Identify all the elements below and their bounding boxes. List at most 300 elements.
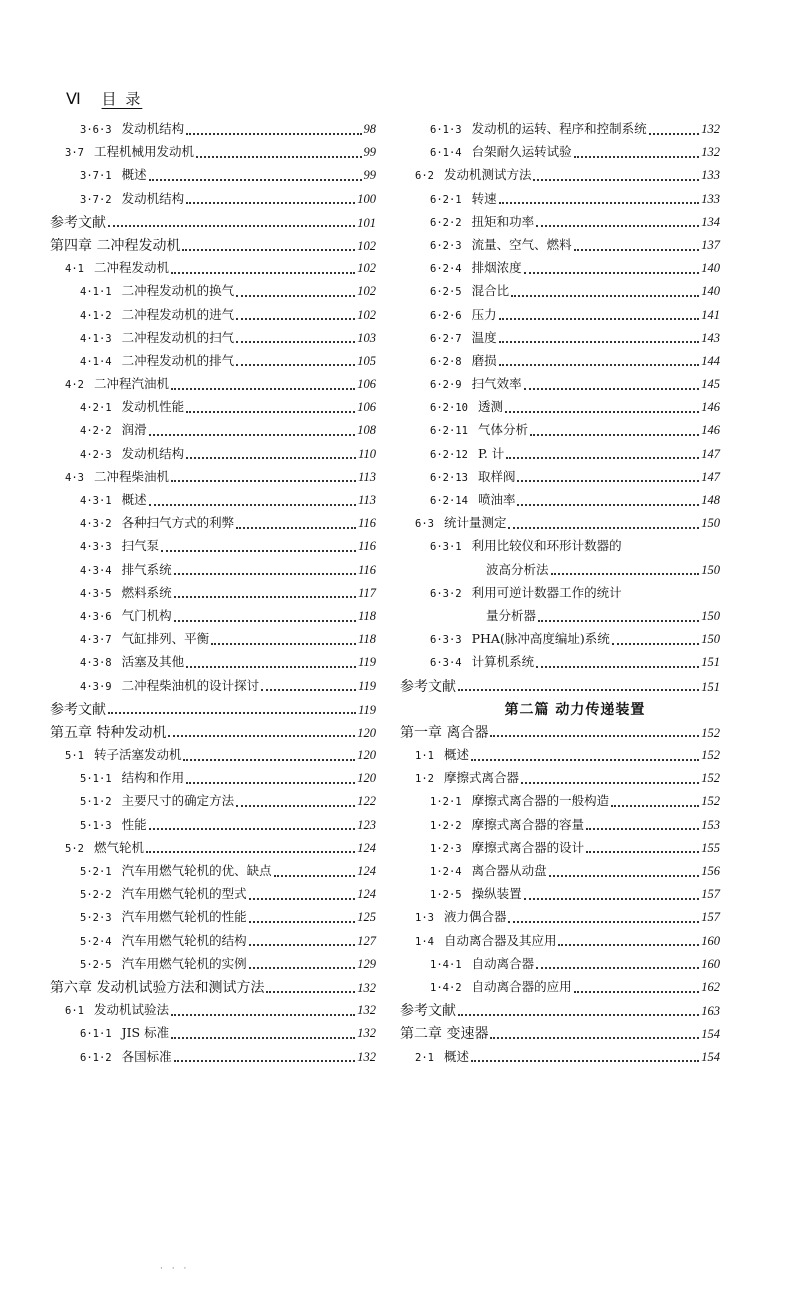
page-ref: 120 <box>357 748 376 763</box>
page-ref: 118 <box>358 632 376 647</box>
toc-entry[interactable] <box>50 583 376 606</box>
section-number: 5·2·5 <box>80 958 112 971</box>
entry-title: 活塞及其他 <box>121 654 185 670</box>
dot-leader <box>458 689 699 691</box>
toc-entry[interactable] <box>400 745 720 768</box>
entry-title: 主要尺寸的确定方法 <box>121 793 235 809</box>
toc-entry[interactable] <box>50 722 376 745</box>
dot-leader <box>186 202 355 204</box>
page-ref: 154 <box>701 1027 720 1042</box>
entry-title: 转速 <box>471 190 497 206</box>
section-number: 6·2·12 <box>430 448 468 461</box>
section-number: 4·2·3 <box>80 448 112 461</box>
section-number: 4·3·5 <box>80 587 112 600</box>
entry-title: 离合器从动盘 <box>471 863 547 878</box>
entry-title: 排气系统 <box>121 561 172 577</box>
page-ref: 152 <box>701 794 720 809</box>
entry-title: 喷油率 <box>477 492 516 507</box>
toc-entry[interactable] <box>50 699 376 722</box>
page-ref: 145 <box>701 377 720 392</box>
toc-entry[interactable] <box>50 884 376 907</box>
toc-entry[interactable] <box>400 374 720 397</box>
section-number: 4·1·1 <box>80 286 112 299</box>
toc-entry[interactable] <box>400 884 720 907</box>
toc-entry[interactable] <box>50 676 376 699</box>
dot-leader <box>471 759 699 761</box>
toc-entry[interactable] <box>400 165 720 188</box>
toc-entry[interactable] <box>400 281 720 304</box>
section-number: 6·2·10 <box>430 402 468 415</box>
dot-leader <box>149 828 356 830</box>
section-number: 1·2 <box>415 773 434 786</box>
section-number: 1·2·3 <box>430 842 462 855</box>
entry-title: 参考文献 <box>400 1003 456 1020</box>
page-ref: 102 <box>357 238 376 253</box>
page-ref: 151 <box>701 655 720 670</box>
toc-entry[interactable] <box>400 629 720 652</box>
dot-leader <box>505 411 699 413</box>
page-ref: 124 <box>357 887 376 902</box>
section-number: 4·3 <box>65 471 84 484</box>
dot-leader <box>108 712 356 714</box>
entry-title: 温度 <box>471 329 497 345</box>
toc-entry[interactable] <box>50 652 376 675</box>
entry-title: 排烟浓度 <box>471 260 522 276</box>
dot-leader <box>511 295 699 297</box>
dot-leader <box>186 133 361 135</box>
section-number: 3·6·3 <box>80 124 112 136</box>
entry-title: 汽车用燃气轮机的优、缺点 <box>121 863 272 878</box>
entry-title: 第四章 二冲程发动机 <box>50 237 181 254</box>
toc-entry[interactable] <box>400 420 720 443</box>
page-ref: 98 <box>363 122 376 136</box>
entry-title: 气体分析 <box>477 422 528 438</box>
toc-entry[interactable] <box>400 351 720 374</box>
entry-title: 发动机试验法 <box>93 1002 169 1018</box>
entry-title: 自动离合器及其应用 <box>443 932 557 948</box>
entry-title: 汽车用燃气轮机的实例 <box>121 955 247 971</box>
entry-title: 转子活塞发动机 <box>93 747 182 763</box>
page-ref: 155 <box>701 840 720 855</box>
page-ref: 137 <box>701 237 720 252</box>
entry-title: 量分析器 <box>486 607 537 623</box>
toc-entry[interactable] <box>400 861 720 884</box>
dot-leader <box>490 1037 699 1039</box>
section-number: 4·3·9 <box>80 680 112 693</box>
section-number: 5·1 <box>65 750 84 763</box>
entry-title: 第五章 特种发动机 <box>50 724 167 741</box>
section-number: 1·1 <box>415 750 434 763</box>
toc-entry[interactable] <box>50 815 376 838</box>
dot-leader <box>533 179 699 181</box>
section-number: 1·2·5 <box>430 889 462 902</box>
entry-title: 汽车用燃气轮机的型式 <box>121 886 247 902</box>
entry-title: 液力偶合器 <box>443 909 507 925</box>
dot-leader <box>211 643 356 645</box>
page-ref: 103 <box>357 330 376 345</box>
page-ref: 102 <box>357 307 376 322</box>
entry-title: 扫气泵 <box>121 538 160 554</box>
entry-title: 参考文献 <box>50 701 106 718</box>
part-heading: 第二篇 动力传递装置 <box>504 701 646 718</box>
dot-leader <box>171 480 356 482</box>
toc-entry[interactable] <box>400 490 720 513</box>
entry-title: 台架耐久运转试验 <box>471 144 572 160</box>
entry-title: 发动机测试方法 <box>443 167 532 183</box>
section-number: 6·3·4 <box>430 657 462 670</box>
page-ref: 133 <box>701 168 720 183</box>
toc-entry[interactable] <box>50 165 376 188</box>
toc-entry[interactable] <box>50 305 376 328</box>
section-number: 6·2·9 <box>430 379 462 392</box>
entry-title: 燃气轮机 <box>93 839 144 855</box>
toc-entry[interactable] <box>50 212 376 235</box>
section-number: 4·2·1 <box>80 402 112 415</box>
dot-leader <box>236 364 355 366</box>
entry-title: 摩擦式离合器的设计 <box>471 839 585 855</box>
toc-entry[interactable] <box>50 189 376 212</box>
toc-entry[interactable] <box>400 513 720 536</box>
toc-entry[interactable] <box>50 629 376 652</box>
toc-entry[interactable] <box>400 258 720 281</box>
entry-title: 磨损 <box>471 352 497 368</box>
dot-leader <box>530 434 699 436</box>
page-ref: 153 <box>701 817 720 832</box>
page-ref: 119 <box>358 655 376 670</box>
section-number: 6·3·3 <box>430 634 462 647</box>
dot-leader <box>274 875 356 877</box>
section-number: 5·2 <box>65 842 84 855</box>
dot-leader <box>612 643 700 645</box>
page-ref: 162 <box>701 979 720 994</box>
entry-title: 摩擦式离合器 <box>443 770 519 786</box>
dot-leader <box>171 1014 355 1016</box>
section-number: 6·1·3 <box>430 124 462 136</box>
section-number: 5·1·3 <box>80 819 112 832</box>
toc-entry[interactable] <box>400 907 720 930</box>
entry-title: 参考文献 <box>50 214 106 231</box>
dot-leader <box>186 782 355 784</box>
page-ref: 106 <box>357 400 376 415</box>
entry-title: 概述 <box>443 747 469 763</box>
entry-title: 摩擦式离合器的一般构造 <box>471 793 610 809</box>
page-ref: 132 <box>701 145 720 160</box>
section-number: 6·2·14 <box>430 495 468 507</box>
toc-entry[interactable] <box>50 954 376 977</box>
page-ref: 106 <box>357 377 376 392</box>
entry-title: 利用比较仪和环形计数器的 <box>471 538 622 554</box>
section-number: 5·1·2 <box>80 796 112 809</box>
toc-entry[interactable] <box>50 907 376 930</box>
dot-leader <box>108 225 355 227</box>
page-ref: 113 <box>358 493 376 507</box>
section-number: 1·2·1 <box>430 796 462 809</box>
toc-entry[interactable] <box>400 583 720 606</box>
entry-title: 概述 <box>121 492 147 507</box>
page-ref: 100 <box>357 191 376 206</box>
section-number: 4·3·7 <box>80 634 112 647</box>
toc-entry[interactable] <box>400 560 720 583</box>
toc-entry[interactable] <box>50 1047 376 1070</box>
toc-entry[interactable] <box>400 954 720 977</box>
page-ref: 129 <box>357 956 376 971</box>
toc-entry[interactable] <box>400 722 720 745</box>
toc-entry[interactable] <box>400 931 720 954</box>
toc-entry[interactable] <box>50 861 376 884</box>
toc-entry[interactable] <box>400 119 720 142</box>
section-number: 5·2·3 <box>80 912 112 925</box>
page-header <box>66 88 142 109</box>
toc-entry[interactable] <box>50 1023 376 1046</box>
dot-leader <box>549 875 700 877</box>
toc-entry[interactable] <box>400 397 720 420</box>
dot-leader <box>508 527 699 529</box>
entry-title: 汽车用燃气轮机的性能 <box>121 909 247 925</box>
toc-entry[interactable] <box>50 351 376 374</box>
toc-entry[interactable] <box>400 1000 720 1023</box>
toc-entry[interactable] <box>50 374 376 397</box>
page-ref: 143 <box>701 330 720 345</box>
toc-entry[interactable] <box>400 328 720 351</box>
toc-entry[interactable] <box>400 768 720 791</box>
page-ref: 150 <box>701 608 720 623</box>
section-number: 5·2·1 <box>80 866 112 878</box>
page-ref: 110 <box>358 446 376 461</box>
section-number: 1·2·2 <box>430 819 462 832</box>
page-ref: 120 <box>357 725 376 740</box>
page-ref: 132 <box>701 122 720 136</box>
page-ref: 132 <box>357 1049 376 1064</box>
dot-leader <box>196 156 362 158</box>
page-ref: 157 <box>701 887 720 902</box>
dot-leader <box>161 550 356 552</box>
section-number: 6·2·11 <box>430 425 468 438</box>
section-number: 6·2·13 <box>430 471 468 484</box>
page-ref: 140 <box>701 284 720 299</box>
entry-title: PHA(脉冲高度编址)系统 <box>471 631 610 647</box>
toc-entry[interactable] <box>50 791 376 814</box>
toc-entry[interactable] <box>400 305 720 328</box>
toc-entry[interactable] <box>50 420 376 443</box>
dot-leader <box>536 225 699 227</box>
section-number: 6·3·1 <box>430 541 462 554</box>
page-ref: 117 <box>358 585 376 600</box>
page-ref: 152 <box>701 771 720 786</box>
toc-entry[interactable] <box>50 838 376 861</box>
section-number: 4·2 <box>65 379 84 392</box>
dot-leader <box>174 1060 356 1062</box>
entry-title: 发动机结构 <box>121 121 185 136</box>
section-number: 4·2·2 <box>80 425 112 438</box>
toc-entry[interactable] <box>400 189 720 212</box>
toc-entry[interactable] <box>50 931 376 954</box>
section-number: 4·1 <box>65 263 84 276</box>
toc-entry[interactable] <box>400 444 720 467</box>
dot-leader <box>536 666 699 668</box>
section-number: 4·1·3 <box>80 332 112 345</box>
page-ref: 102 <box>357 284 376 299</box>
section-number: 6·1 <box>65 1005 84 1018</box>
entry-title: 压力 <box>471 306 497 322</box>
toc-entry[interactable] <box>400 212 720 235</box>
entry-title: 工程机械用发动机 <box>93 144 194 160</box>
toc-entry[interactable] <box>50 119 376 142</box>
entry-title: 概述 <box>121 167 147 183</box>
entry-title: 气缸排列、平衡 <box>121 631 210 647</box>
page-ref: 150 <box>701 562 720 577</box>
section-number: 1·3 <box>415 912 434 925</box>
toc-entry[interactable] <box>50 235 376 258</box>
toc-entry[interactable] <box>400 652 720 675</box>
dot-leader <box>517 480 699 482</box>
entry-title: 二冲程发动机 <box>93 260 169 276</box>
page-ref: 146 <box>701 400 720 415</box>
toc-entry[interactable] <box>50 977 376 1000</box>
entry-title: 二冲程汽油机 <box>93 376 169 392</box>
page-ref: 150 <box>701 516 720 531</box>
toc-entry[interactable] <box>400 977 720 1000</box>
entry-title: 流量、空气、燃料 <box>471 236 572 252</box>
entry-title: 发动机性能 <box>121 399 185 415</box>
page-ref: 116 <box>358 539 376 554</box>
section-number: 6·2·5 <box>430 286 462 299</box>
page-ref: 118 <box>358 608 376 623</box>
page-ref: 127 <box>357 933 376 948</box>
page-title: 目 录 <box>101 90 143 108</box>
toc-entry[interactable] <box>400 676 720 699</box>
entry-title: 润滑 <box>121 422 147 438</box>
entry-title: 发动机的运转、程序和控制系统 <box>471 121 647 136</box>
toc-entry[interactable] <box>50 606 376 629</box>
page-ref: 140 <box>701 261 720 276</box>
toc-entry[interactable] <box>50 258 376 281</box>
toc-entry[interactable] <box>50 328 376 351</box>
toc-entry[interactable] <box>50 536 376 559</box>
entry-title: 自动离合器 <box>471 955 535 971</box>
toc-entry[interactable] <box>50 745 376 768</box>
dot-leader <box>171 388 355 390</box>
dot-leader <box>249 944 356 946</box>
toc-entry[interactable] <box>400 142 720 165</box>
toc-entry[interactable] <box>50 513 376 536</box>
entry-title: 第一章 离合器 <box>400 724 489 741</box>
dot-leader <box>490 735 699 737</box>
dot-leader <box>471 1060 699 1062</box>
entry-title: 二冲程发动机的排气 <box>121 352 235 368</box>
page-ref: 154 <box>701 1049 720 1064</box>
dot-leader <box>236 318 355 320</box>
toc-entry[interactable] <box>400 536 720 559</box>
dot-leader <box>611 805 699 807</box>
page-ref: 116 <box>358 562 376 577</box>
section-number: 2·1 <box>415 1051 434 1064</box>
page-ref: 132 <box>357 1003 376 1018</box>
toc-entry[interactable] <box>50 397 376 420</box>
toc-entry[interactable] <box>50 490 376 513</box>
dot-leader <box>538 620 699 622</box>
dot-leader <box>174 596 357 598</box>
toc-entry[interactable] <box>50 1000 376 1023</box>
dot-leader <box>149 504 357 506</box>
page-ref: 105 <box>357 353 376 368</box>
page-ref: 108 <box>357 423 376 438</box>
toc-entry[interactable] <box>50 444 376 467</box>
page-ref: 119 <box>358 678 376 693</box>
dot-leader <box>499 341 700 343</box>
toc-entry[interactable] <box>400 815 720 838</box>
section-number: 4·3·6 <box>80 610 112 623</box>
dot-leader <box>249 898 356 900</box>
section-number: 3·7·2 <box>80 193 112 206</box>
section-number: 4·1·4 <box>80 355 112 368</box>
page-ref: 125 <box>357 910 376 925</box>
entry-title: 燃料系统 <box>121 584 172 600</box>
dot-leader <box>499 318 700 320</box>
dot-leader <box>236 805 355 807</box>
section-number: 1·2·4 <box>430 866 462 878</box>
entry-title: 各种扫气方式的利弊 <box>121 515 235 531</box>
page-ref: 147 <box>701 469 720 484</box>
toc-entry[interactable] <box>50 467 376 490</box>
section-number: 1·4·1 <box>430 958 462 971</box>
dot-leader <box>236 527 356 529</box>
dot-leader <box>186 457 356 459</box>
dot-leader <box>524 388 700 390</box>
toc-entry[interactable] <box>400 1047 720 1070</box>
page-ref: 160 <box>701 933 720 948</box>
page-ref: 99 <box>363 168 376 183</box>
dot-leader <box>266 991 355 993</box>
page-ref: 124 <box>357 840 376 855</box>
toc-left-column <box>50 119 376 1070</box>
toc-entry[interactable] <box>400 838 720 861</box>
toc-entry[interactable] <box>400 791 720 814</box>
dot-leader <box>182 249 355 251</box>
dot-leader <box>186 666 356 668</box>
entry-title: 结构和作用 <box>121 770 185 786</box>
section-number: 4·3·1 <box>80 495 112 507</box>
entry-title: 各国标准 <box>121 1048 172 1064</box>
toc-entry[interactable] <box>400 235 720 258</box>
toc-entry[interactable] <box>50 560 376 583</box>
section-number: 1·4 <box>415 935 434 948</box>
dot-leader <box>236 295 355 297</box>
toc-entry[interactable] <box>400 467 720 490</box>
toc-right-column <box>400 119 720 1070</box>
entry-title: 利用可逆计数器工作的统计 <box>471 584 622 600</box>
toc-entry[interactable] <box>400 1023 720 1046</box>
dot-leader <box>586 851 699 853</box>
toc-entry[interactable] <box>50 768 376 791</box>
page-ref: 99 <box>363 145 376 160</box>
entry-title: 二冲程发动机的扫气 <box>121 329 235 345</box>
dot-leader <box>536 967 699 969</box>
dot-leader <box>517 504 699 506</box>
entry-title: 发动机结构 <box>121 445 185 461</box>
page-ref: 124 <box>357 864 376 878</box>
toc-entry[interactable] <box>400 606 720 629</box>
toc-entry[interactable] <box>50 281 376 304</box>
page-ref: 151 <box>701 679 720 694</box>
dot-leader <box>508 921 699 923</box>
toc-entry[interactable] <box>50 142 376 165</box>
page-ref: 157 <box>701 910 720 925</box>
dot-leader <box>524 898 700 900</box>
page-ref: 101 <box>357 215 376 230</box>
entry-title: 取样阀 <box>477 468 516 484</box>
section-number: 6·2 <box>415 170 434 183</box>
scan-mark: · · · <box>160 1264 190 1274</box>
